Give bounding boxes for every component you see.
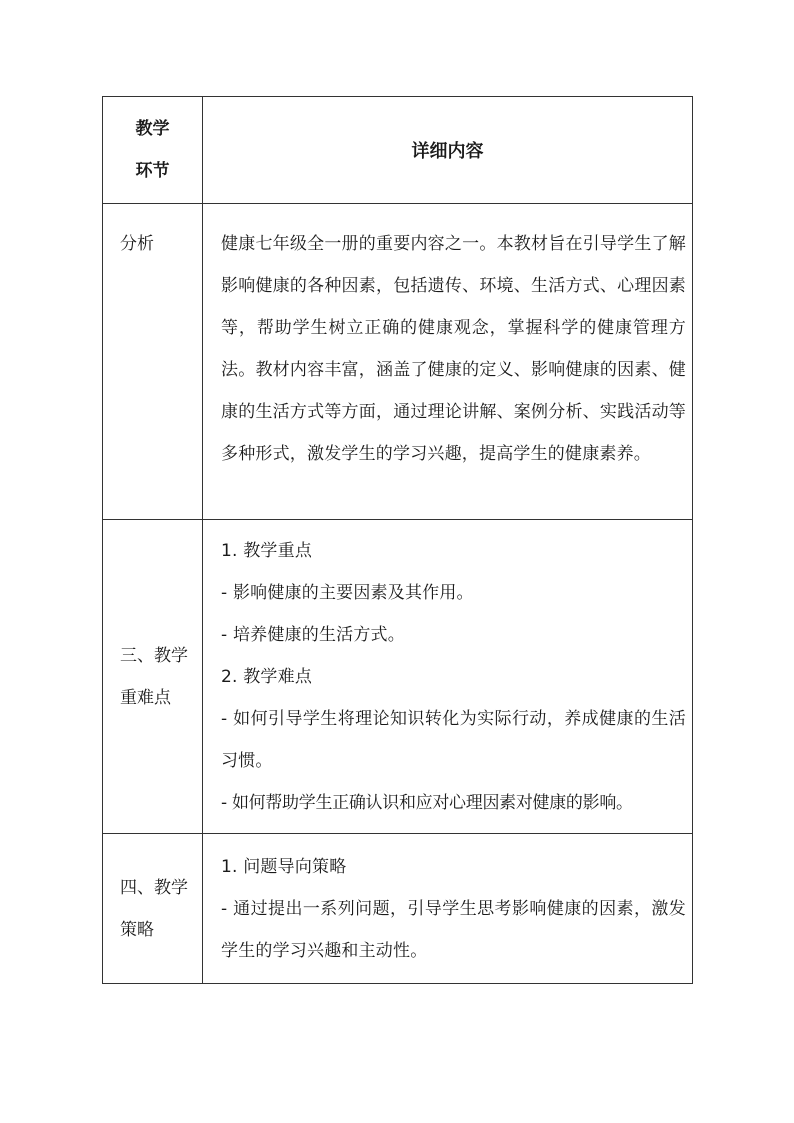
list-item: - 如何帮助学生正确认识和应对心理因素对健康的影响。 bbox=[221, 792, 633, 813]
header-stage-line2: 环节 bbox=[135, 161, 170, 181]
lesson-plan-table bbox=[102, 96, 693, 984]
strategy-label-line1: 四、教学 bbox=[120, 877, 188, 898]
header-cell-details: 详细内容 bbox=[203, 97, 693, 204]
table-header-row bbox=[103, 97, 693, 204]
key-label-line2: 重难点 bbox=[120, 687, 171, 708]
analysis-paragraph: 健康七年级全一册的重要内容之一。本教材旨在引导学生了解影响健康的各种因素，包括遗传、环境、生活方式、心理因素等，帮助学生树立正确的健康观念，掌握科学的健康管理方法。教材内容丰富，涵盖了健康的定义、影响健康的因素、健康的生活方式等方面，通过理论讲解、案例分析、实践活动等多种形式，激发学生的学习兴趣，提高学生的健康素养。 bbox=[221, 234, 686, 464]
list-item: 2. 教学难点 bbox=[221, 666, 313, 687]
header-cell-stage bbox=[103, 97, 203, 204]
strategy-label-line2: 策略 bbox=[120, 919, 154, 940]
header-stage-line1: 教学 bbox=[135, 119, 170, 139]
list-item: - 影响健康的主要因素及其作用。 bbox=[221, 582, 474, 603]
row-label-analysis: 分析 bbox=[103, 204, 203, 520]
table-row-strategy bbox=[103, 834, 693, 984]
list-item: - 培养健康的生活方式。 bbox=[221, 624, 405, 645]
list-item: 1. 教学重点 bbox=[221, 540, 313, 561]
row-content-strategy bbox=[203, 834, 693, 984]
table-row-analysis bbox=[103, 204, 693, 520]
list-item: - 如何引导学生将理论知识转化为实际行动，养成健康的生活习惯。 bbox=[221, 708, 686, 771]
key-label-line1: 三、教学 bbox=[120, 645, 188, 666]
table-row-key-difficult bbox=[103, 520, 693, 834]
list-item: 1. 问题导向策略 bbox=[221, 856, 347, 877]
row-label-strategy bbox=[103, 834, 203, 984]
row-content-key-difficult bbox=[203, 520, 693, 834]
row-content-analysis bbox=[203, 204, 693, 520]
list-item: - 通过提出一系列问题，引导学生思考影响健康的因素，激发学生的学习兴趣和主动性。 bbox=[221, 898, 686, 961]
row-label-key-difficult bbox=[103, 520, 203, 834]
